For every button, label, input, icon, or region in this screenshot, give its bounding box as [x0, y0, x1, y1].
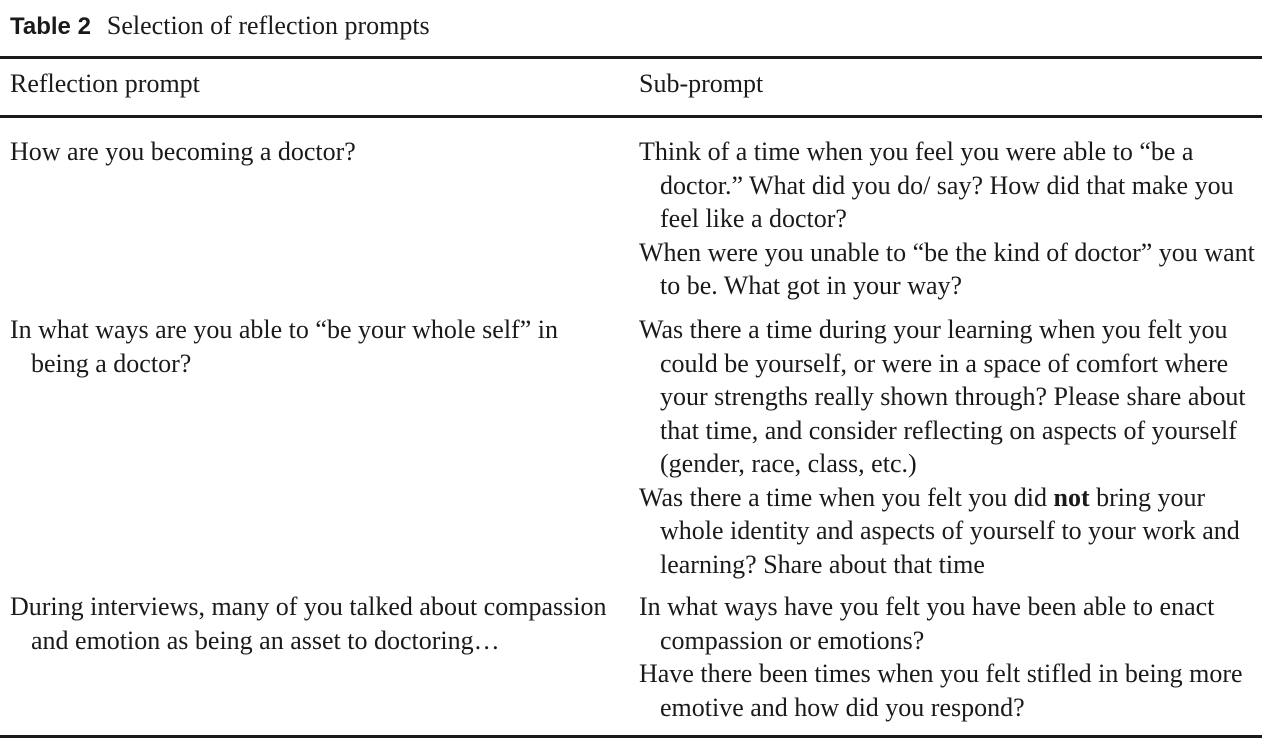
table-row-1-subprompts — [639, 135, 1267, 303]
subprompt-text: Think of a time when you feel you were able to “be a doctor.” What did you do/ say? How did that make you feel like a doctor? — [639, 137, 1234, 233]
subprompt-text: When were you unable to “be the kind of doctor” you want to be. What got in your way? — [639, 237, 1255, 300]
table-number: Table 2 — [10, 13, 91, 40]
table-caption — [10, 8, 430, 45]
subprompt-text: In what ways have you felt you have been able to enact compassion or emotions? — [639, 592, 1215, 655]
emphasis-not: not — [1053, 482, 1090, 512]
table-row-1-prompt — [10, 135, 610, 169]
header-reflection-prompt: Reflection prompt — [10, 69, 200, 98]
bottom-rule — [0, 735, 1262, 738]
prompt-text: In what ways are you able to “be your whole self” in being a doctor? — [10, 315, 558, 378]
table-row-2-subprompts — [639, 313, 1267, 581]
subprompt-text: Was there a time during your learning when you felt you could be yourself, or were in a space of comfort where your strengths really shown through? Please share about that time, and consider reflecting on aspects of yourself (gender, race, class, etc.) — [639, 315, 1246, 478]
prompt-text: During interviews, many of you talked about compassion and emotion as being an asset to doctoring… — [10, 592, 607, 655]
top-rule — [0, 56, 1262, 59]
table-title: Selection of reflection prompts — [106, 11, 430, 40]
prompt-text: How are you becoming a doctor? — [10, 137, 356, 166]
table-row-3-prompt — [10, 590, 610, 657]
table-row-2-prompt — [10, 313, 610, 380]
subprompt-text-part: Was there a time when you felt you did — [639, 482, 1054, 512]
table-row-3-subprompts — [639, 590, 1267, 724]
header-rule — [0, 115, 1262, 118]
header-sub-prompt: Sub-prompt — [639, 69, 764, 98]
subprompt-text: Have there been times when you felt stifled in being more emotive and how did you respond? — [639, 659, 1243, 722]
subprompt-text-part: bring your whole identity and aspects of yourself to your work and learning? Share about that time — [660, 482, 1240, 579]
subprompt-text — [639, 481, 1267, 582]
